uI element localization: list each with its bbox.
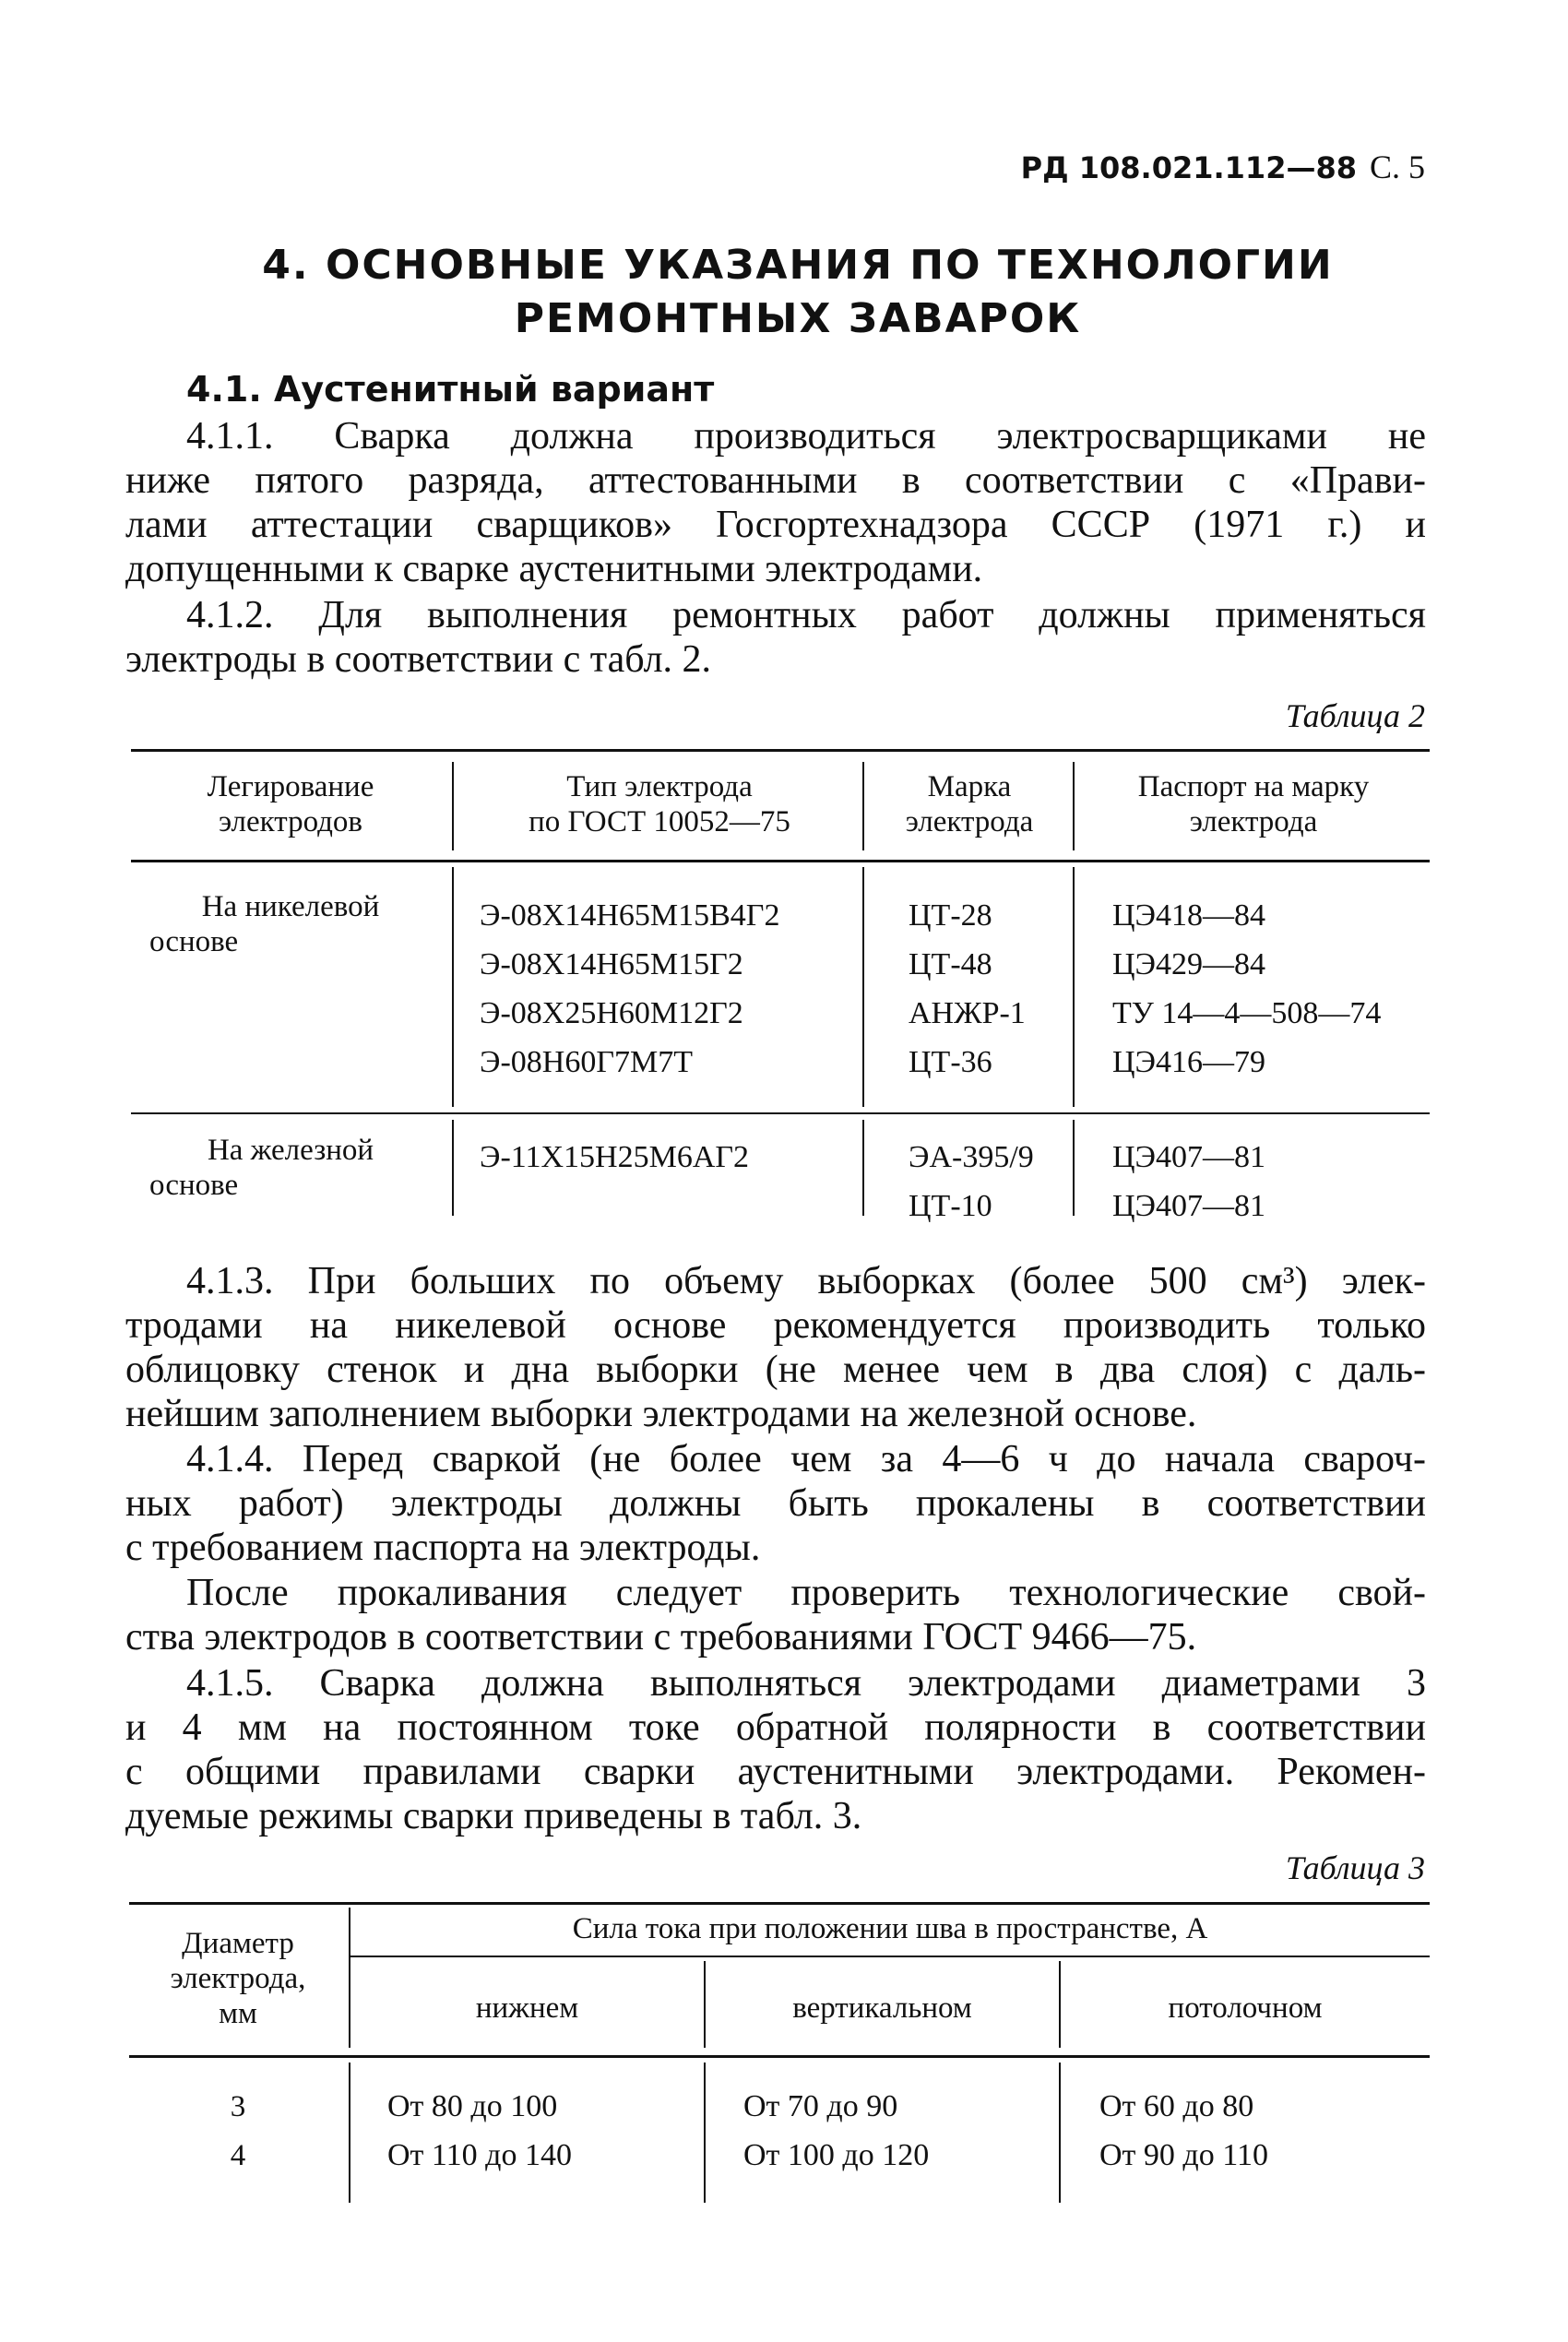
table-cell: От 60 до 80 bbox=[1099, 2089, 1254, 2123]
table3-subheader-vertical: вертикальном bbox=[792, 1991, 972, 2025]
table2-group1-marks bbox=[909, 891, 1026, 1087]
table2-header-alloying: Легирование электродов bbox=[207, 770, 374, 838]
table2-header-passport: Паспорт на марку электрода bbox=[1137, 770, 1370, 838]
table2-group2-passports bbox=[1112, 1133, 1265, 1230]
table-cell: 4 bbox=[230, 2139, 246, 2172]
table-cell: Э-08Х14Н65М15В4Г2 bbox=[480, 898, 780, 933]
paragraph-4-1-3: 4.1.3. При больших по объему выборках (более 500 см³) элек- тродами на никелевой основе рекомендуется производить только облицовку стенок и дна выборки (не менее чем в два слоя) с даль- нейшим заполнением выборки электродами на железной основе. bbox=[125, 1260, 1426, 1435]
table-cell: ЦЭ407—81 bbox=[1112, 1189, 1265, 1223]
table-cell: АНЖР-1 bbox=[909, 996, 1026, 1030]
table3-header-diameter: Диаметр электрода, мм bbox=[170, 1927, 306, 2030]
table2-group1-label: На никелевой основе bbox=[149, 890, 380, 958]
table2-header-mark: Марка электрода bbox=[905, 770, 1034, 838]
table-cell: ЦЭ429—84 bbox=[1112, 947, 1265, 981]
table2-group2-types bbox=[480, 1133, 749, 1182]
table3-top-rule bbox=[129, 1902, 1430, 1905]
table-cell: Э-08Н60Г7М7Т bbox=[480, 1045, 693, 1079]
table2-group-rule bbox=[131, 1112, 1430, 1114]
table-cell: ЦТ-28 bbox=[909, 898, 992, 933]
table-cell: ЦЭ418—84 bbox=[1112, 898, 1265, 933]
table2-header-type: Тип электрода по ГОСТ 10052—75 bbox=[529, 770, 790, 838]
table3-subheader-ceiling: потолочном bbox=[1168, 1991, 1323, 2025]
table-cell: ЦТ-36 bbox=[909, 1045, 992, 1079]
table-cell: Э-11Х15Н25М6АГ2 bbox=[480, 1140, 750, 1174]
table3-group-rule bbox=[350, 1956, 1430, 1957]
paragraph-after-baking: После прокаливания следует проверить технологические свой- ства электродов в соответствии с требованиями ГОСТ 9466—75. bbox=[125, 1572, 1426, 1658]
table-cell: ЦЭ407—81 bbox=[1112, 1140, 1265, 1174]
table3-subheader-low: нижнем bbox=[475, 1991, 579, 2025]
table-cell: ЦТ-48 bbox=[909, 947, 992, 981]
page-header bbox=[1021, 148, 1425, 186]
table2-caption: Таблица 2 bbox=[1285, 697, 1425, 734]
table2-top-rule bbox=[131, 749, 1430, 752]
table-cell: ЦЭ416—79 bbox=[1112, 1045, 1265, 1079]
paragraph-4-1-4: 4.1.4. Перед сваркой (не более чем за 4—6 ч до начала свароч- ных работ) электроды должны быть прокалены в соответствии с требованием паспорта на электроды. bbox=[125, 1438, 1426, 1569]
table2-header-rule bbox=[131, 860, 1430, 862]
table-cell: 3 bbox=[230, 2090, 246, 2123]
table-cell: От 90 до 110 bbox=[1099, 2138, 1268, 2172]
table3-caption: Таблица 3 bbox=[1285, 1849, 1425, 1886]
table-cell: Э-08Х25Н60М12Г2 bbox=[480, 996, 743, 1030]
table-cell: ЦТ-10 bbox=[909, 1189, 992, 1223]
table2-group1-types bbox=[480, 891, 779, 1087]
table2-group1-passports bbox=[1112, 891, 1381, 1087]
document-code: РД 108.021.112—88 bbox=[1020, 150, 1357, 185]
chapter-title-line2: РЕМОНТНЫХ ЗАВАРОК bbox=[514, 295, 1082, 342]
table-cell: Э-08Х14Н65М15Г2 bbox=[480, 947, 743, 981]
table-cell: От 100 до 120 bbox=[743, 2138, 930, 2172]
paragraph-4-1-1: 4.1.1. Сварка должна производиться электросварщиками не ниже пятого разряда, аттестованными в соответствии с «Прави- лами аттестации сварщиков» Госгортехнадзора СССР (1971 г.) и допущенными к сварке аустенитными электродами. bbox=[125, 415, 1426, 590]
table-cell: От 80 до 100 bbox=[387, 2089, 558, 2123]
chapter-title-line1: 4. ОСНОВНЫЕ УКАЗАНИЯ ПО ТЕХНОЛОГИИ bbox=[262, 242, 1334, 289]
table-cell: От 70 до 90 bbox=[743, 2089, 898, 2123]
paragraph-4-1-2: 4.1.2. Для выполнения ремонтных работ должны применяться электроды в соответствии с табл. 2. bbox=[125, 594, 1426, 681]
page-number: С. 5 bbox=[1369, 149, 1425, 185]
table3-header-rule bbox=[129, 2055, 1430, 2058]
table-cell: От 110 до 140 bbox=[387, 2138, 572, 2172]
paragraph-4-1-5: 4.1.5. Сварка должна выполняться электродами диаметрами 3 и 4 мм на постоянном токе обратной полярности в соответствии с общими правилами сварки аустенитными электродами. Рекомен- дуемые режимы сварки приведены в табл. 3. bbox=[125, 1662, 1426, 1837]
section-heading: 4.1. Аустенитный вариант bbox=[186, 369, 715, 410]
table3-group-header: Сила тока при положении шва в пространстве, А bbox=[572, 1912, 1208, 1945]
table-cell: ТУ 14—4—508—74 bbox=[1112, 996, 1382, 1030]
table-cell: ЭА-395/9 bbox=[909, 1140, 1034, 1174]
table2-group2-marks bbox=[909, 1133, 1034, 1230]
table2-group2-label: На железной основе bbox=[149, 1134, 374, 1202]
